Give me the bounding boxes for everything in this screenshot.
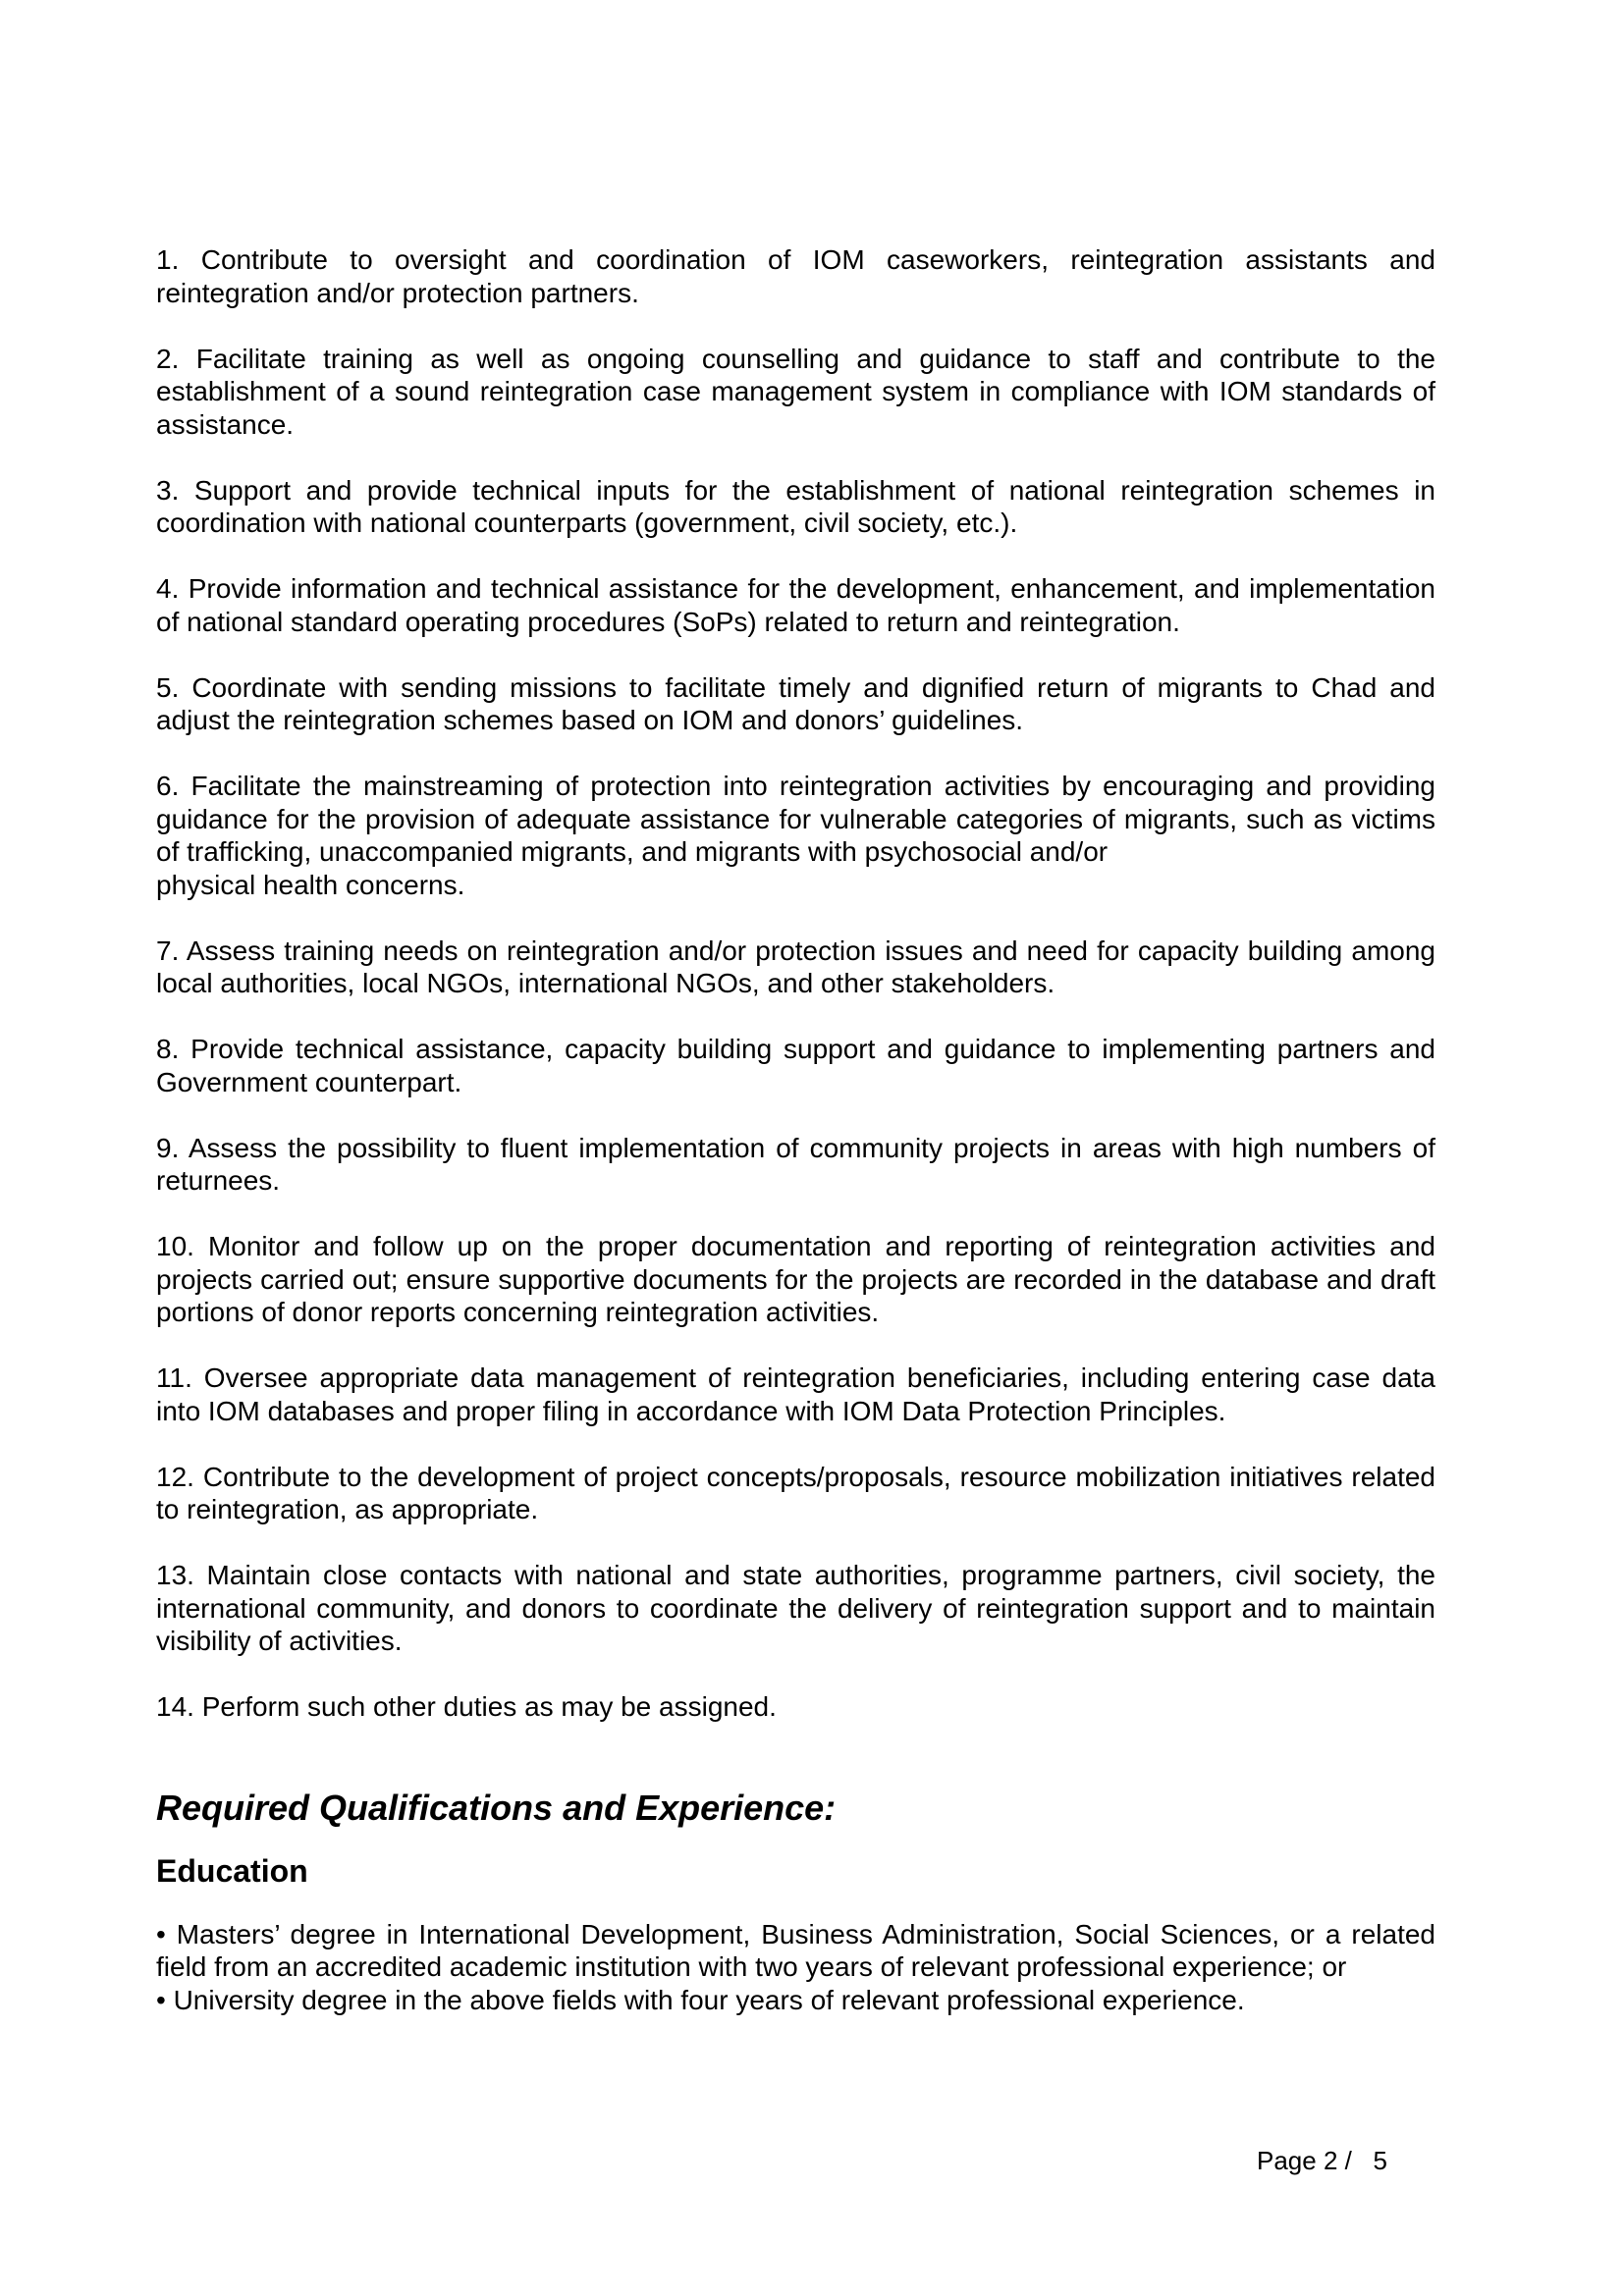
duty-item-1: 1. Contribute to oversight and coordination of IOM caseworkers, reintegration assistants and reintegration and/or protection partners. (156, 244, 1435, 308)
duty-item-4: 4. Provide information and technical assistance for the development, enhancement, and implementation of national standard operating procedures (SoPs) related to return and reintegration. (156, 573, 1435, 637)
education-item-university: • University degree in the above fields with four years of relevant professional experience. (156, 1984, 1245, 2015)
duty-item-3: 3. Support and provide technical inputs for the establishment of national reintegration schemes in coordination with national counterparts (government, civil society, etc.). (156, 474, 1435, 538)
duty-item-7: 7. Assess training needs on reintegration and/or protection issues and need for capacity building among local authorities, local NGOs, international NGOs, and other stakeholders. (156, 934, 1435, 998)
duty-item-12: 12. Contribute to the development of project concepts/proposals, resource mobilization initiatives related to reintegration, as appropriate. (156, 1461, 1435, 1524)
duty-item-5: 5. Coordinate with sending missions to facilitate timely and dignified return of migrants to Chad and adjust the reintegration schemes based on IOM and donors’ guidelines. (156, 671, 1435, 735)
duty-item-13: 13. Maintain close contacts with national and state authorities, programme partners, civil society, the international community, and donors to coordinate the delivery of reintegration support and to maintain visibility of activities. (156, 1560, 1435, 1656)
duty-item-2: 2. Facilitate training as well as ongoing counselling and guidance to staff and contribute to the establishment of a sound reintegration case management system in compliance with IOM standards of assistance. (156, 343, 1435, 440)
duty-item-6-continuation: physical health concerns. (156, 869, 465, 900)
document-body (156, 243, 1435, 2016)
duty-item-6 (156, 770, 1435, 901)
duty-item-6-text: 6. Facilitate the mainstreaming of protection into reintegration activities by encouraging and providing guidance for the provision of adequate assistance for vulnerable categories of migrants, such as victims of trafficking, unaccompanied migrants, and migrants with psychosocial and/or (156, 771, 1435, 867)
education-list (156, 1918, 1435, 2017)
qualifications-heading: Required Qualifications and Experience: (156, 1787, 837, 1828)
duty-item-9: 9. Assess the possibility to fluent implementation of community projects in areas with high numbers of returnees. (156, 1132, 1435, 1196)
duty-item-11: 11. Oversee appropriate data management of reintegration beneficiaries, including entering case data into IOM databases and proper filing in accordance with IOM Data Protection Principles. (156, 1362, 1435, 1426)
education-item-masters: • Masters’ degree in International Development, Business Administration, Social Sciences, or a related field from an accredited academic institution with two years of relevant professional experience; or (156, 1918, 1435, 1982)
duty-item-10: 10. Monitor and follow up on the proper documentation and reporting of reintegration activities and projects carried out; ensure supportive documents for the projects are recorded in the database and draft portions of donor reports concerning reintegration activities. (156, 1231, 1435, 1327)
duty-item-14: 14. Perform such other duties as may be assigned. (156, 1691, 777, 1722)
education-heading: Education (156, 1852, 308, 1889)
page-number: Page 2 / 5 (1257, 2146, 1387, 2175)
duty-item-8: 8. Provide technical assistance, capacity building support and guidance to implementing partners and Government counterpart. (156, 1034, 1435, 1097)
